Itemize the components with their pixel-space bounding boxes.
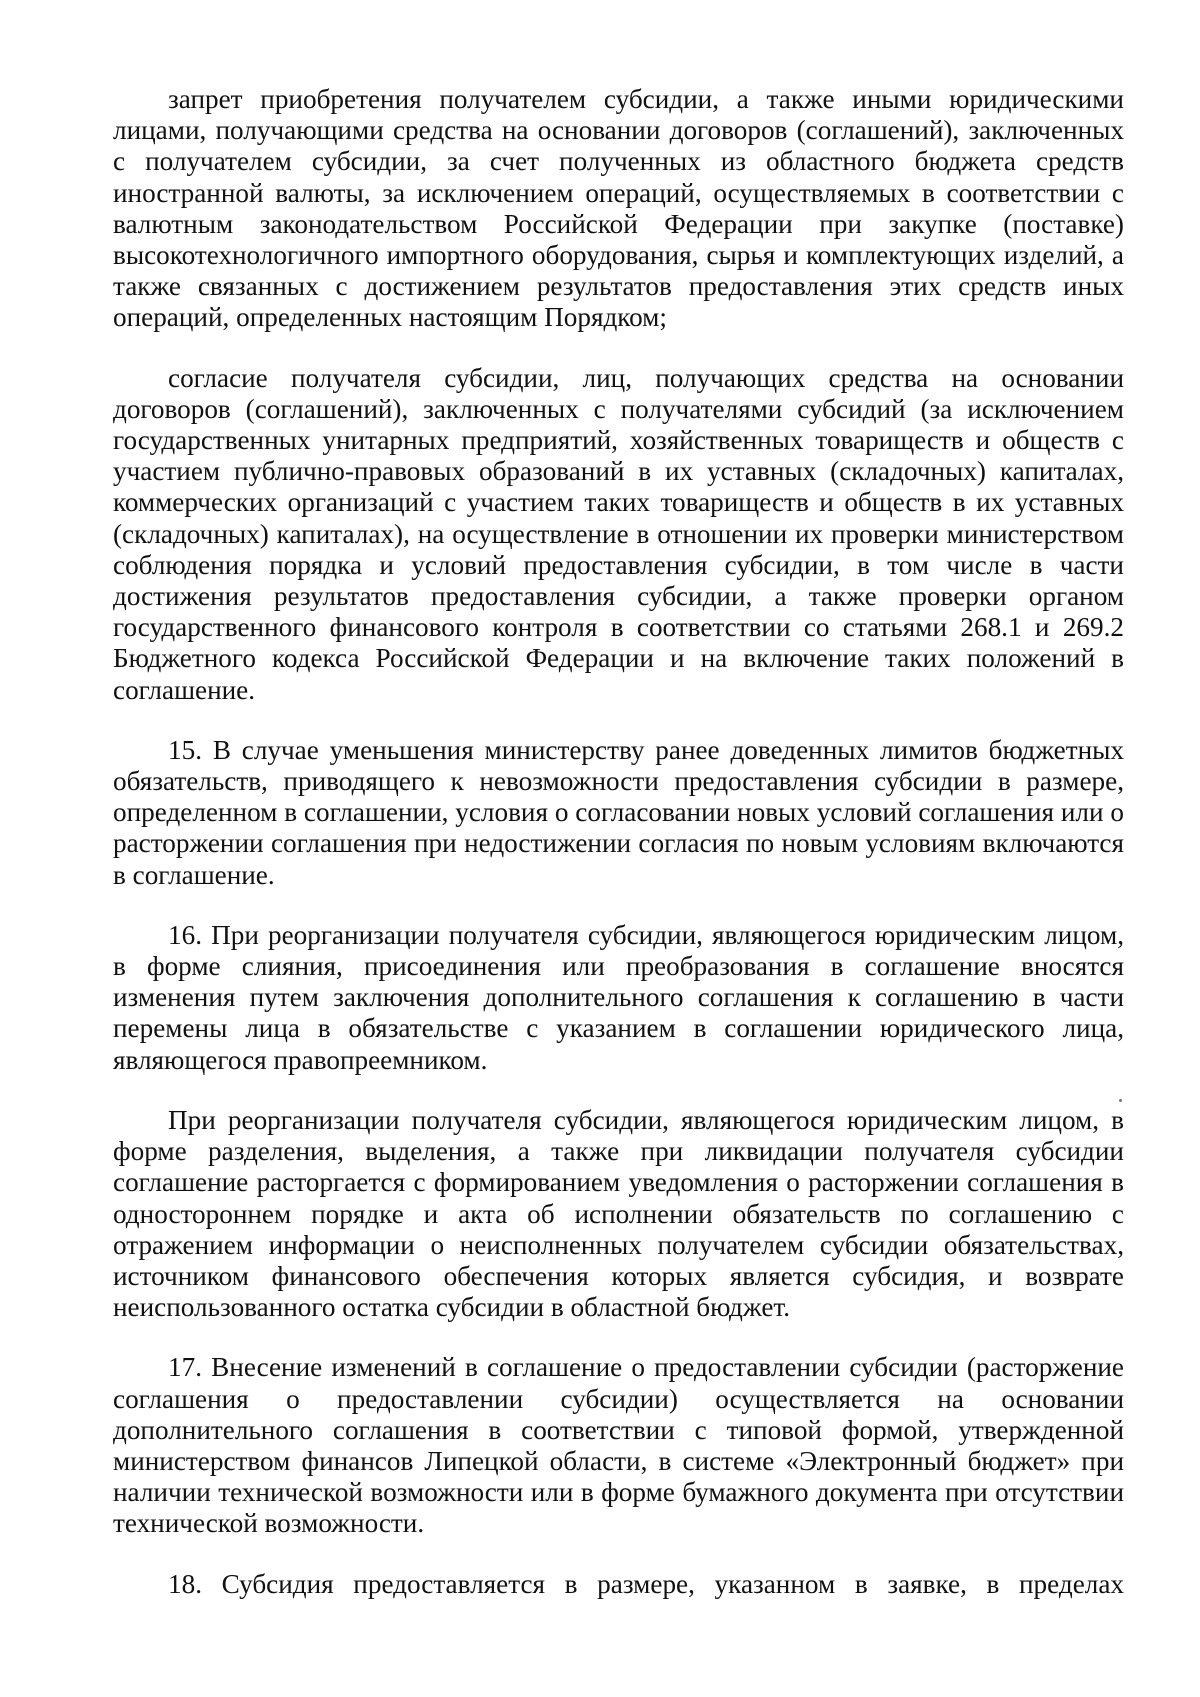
paragraph-17: 17. Внесение изменений в соглашение о предоставлении субсидии (расторжение соглашения о предоставлении субсидии) осуществляется на основании дополнительного соглашения в соответствии с типовой формой, утвержденной министерством финансов Липецкой области, в системе «Электронный бюджет» при наличии технической возможности или в форме бумажного документа при отсутствии технической возможности. — [113, 1352, 1124, 1539]
paragraph-16-continued: При реорганизации получателя субсидии, являющегося юридическим лицом, в форме разделения, выделения, а также при ликвидации получателя субсидии соглашение расторгается с формированием уведомления о расторжении соглашения в одностороннем порядке и акта об исполнении обязательств по соглашению с отражением информации о неисполненных получателем субсидии обязательствах, источником финансового обеспечения которых является субсидия, и возврате неиспользованного остатка субсидии в областной бюджет. — [113, 1104, 1124, 1323]
scan-speck — [1119, 1099, 1122, 1102]
paragraph-15: 15. В случае уменьшения министерству ранее доведенных лимитов бюджетных обязательств, приводящего к невозможности предоставления субсидии в размере, определенном в соглашении, условия о согласовании новых условий соглашения или о расторжении соглашения при недостижении согласия по новым условиям включаются в соглашение. — [113, 734, 1124, 890]
paragraph-currency-ban: запрет приобретения получателем субсидии, а также иными юридическими лицами, получающими средства на основании договоров (соглашений), заключенных с получателем субсидии, за счет полученных из областного бюджета средств иностранной валюты, за исключением операций, осуществляемых в соответствии с валютным законодательством Российской Федерации при закупке (поставке) высокотехнологичного импортного оборудования, сырья и комплектующих изделий, а также связанных с достижением результатов предоставления этих средств иных операций, определенных настоящим Порядком; — [113, 84, 1124, 333]
paragraph-consent: согласие получателя субсидии, лиц, получающих средства на основании договоров (соглашений), заключенных с получателями субсидий (за исключением государственных унитарных предприятий, хозяйственных товариществ и обществ с участием публично-правовых образований в их уставных (складочных) капиталах, коммерческих организаций с участием таких товариществ и обществ в их уставных (складочных) капиталах), на осуществление в отношении их проверки министерством соблюдения порядка и условий предоставления субсидии, в том числе в части достижения результатов предоставления субсидии, а также проверки органом государственного финансового контроля в соответствии со статьями 268.1 и 269.2 Бюджетного кодекса Российской Федерации и на включение таких положений в соглашение. — [113, 362, 1124, 705]
paragraph-18: 18. Субсидия предоставляется в размере, указанном в заявке, в пределах — [168, 1568, 1124, 1599]
document-body — [113, 84, 1124, 1629]
paragraph-16: 16. При реорганизации получателя субсидии, являющегося юридическим лицом, в форме слияния, присоединения или преобразования в соглашение вносятся изменения путем заключения дополнительного соглашения к соглашению в части перемены лица в обязательстве с указанием в соглашении юридического лица, являющегося правопреемником. — [113, 919, 1124, 1075]
